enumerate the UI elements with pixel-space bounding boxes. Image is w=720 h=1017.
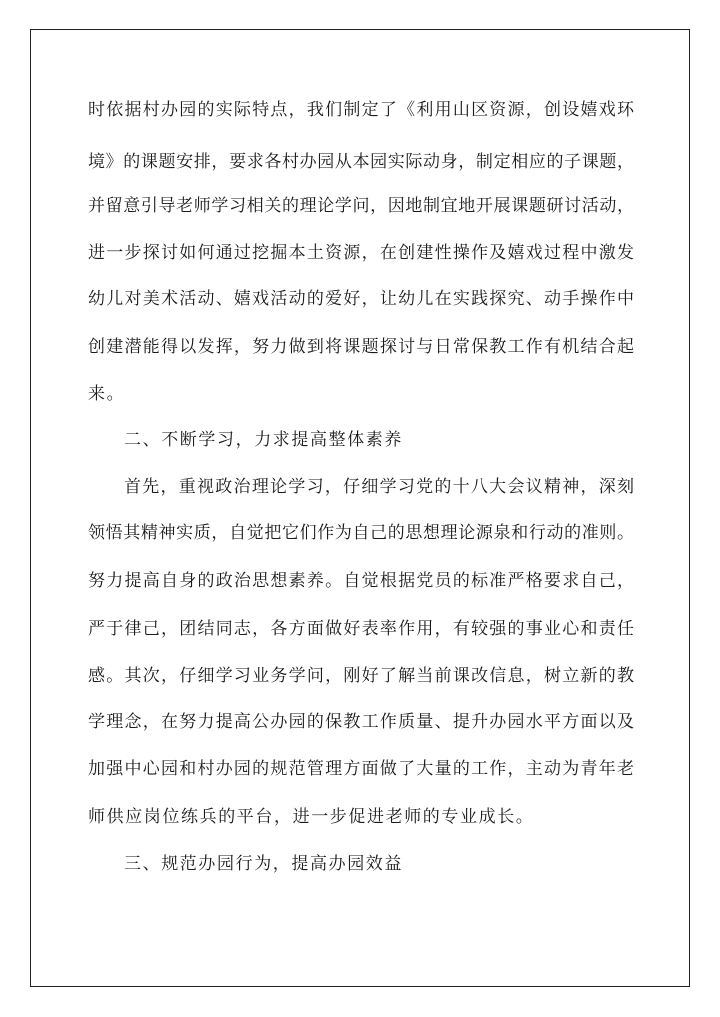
paragraph-line: 师供应岗位练兵的平台，进一步促进老师的专业成长。: [88, 807, 535, 827]
paragraph-line: 时依据村办园的实际特点，我们制定了《利用山区资源，创设嬉戏环: [88, 100, 634, 120]
section-heading: 二、不断学习，力求提高整体素养: [124, 430, 403, 450]
paragraph-line: 创建潜能得以发挥，努力做到将课题探讨与日常保教工作有机结合起: [88, 337, 634, 357]
paragraph-line: 进一步探讨如何通过挖掘本土资源，在创建性操作及嬉戏过程中激发: [88, 243, 634, 263]
paragraph-line: 领悟其精神实质，自觉把它们作为自己的思想理论源泉和行动的准则。: [88, 523, 634, 543]
page-border: [30, 29, 690, 987]
paragraph-line: 并留意引导老师学习相关的理论学问，因地制宜地开展课题研讨活动，: [88, 196, 634, 216]
paragraph-line: 严于律己，团结同志，各方面做好表率作用，有较强的事业心和责任: [88, 619, 634, 639]
paragraph-line: 加强中心园和村办园的规范管理方面做了大量的工作，主动为青年老: [88, 759, 634, 779]
paragraph-line: 首先，重视政治理论学习，仔细学习党的十八大会议精神，深刻: [124, 477, 634, 497]
paragraph-line: 努力提高自身的政治思想素养。自觉根据党员的标准严格要求自己，: [88, 571, 634, 591]
section-heading: 三、规范办园行为，提高办园效益: [124, 854, 403, 874]
paragraph-line: 来。: [88, 384, 126, 404]
paragraph-line: 感。其次，仔细学习业务学问，刚好了解当前课改信息，树立新的教: [88, 666, 634, 686]
paragraph-line: 学理念，在努力提高公办园的保教工作质量、提升办园水平方面以及: [88, 712, 634, 732]
paragraph-line: 境》的课题安排，要求各村办园从本园实际动身，制定相应的子课题，: [88, 152, 634, 172]
paragraph-line: 幼儿对美术活动、嬉戏活动的爱好，让幼儿在实践探究、动手操作中: [88, 289, 634, 309]
